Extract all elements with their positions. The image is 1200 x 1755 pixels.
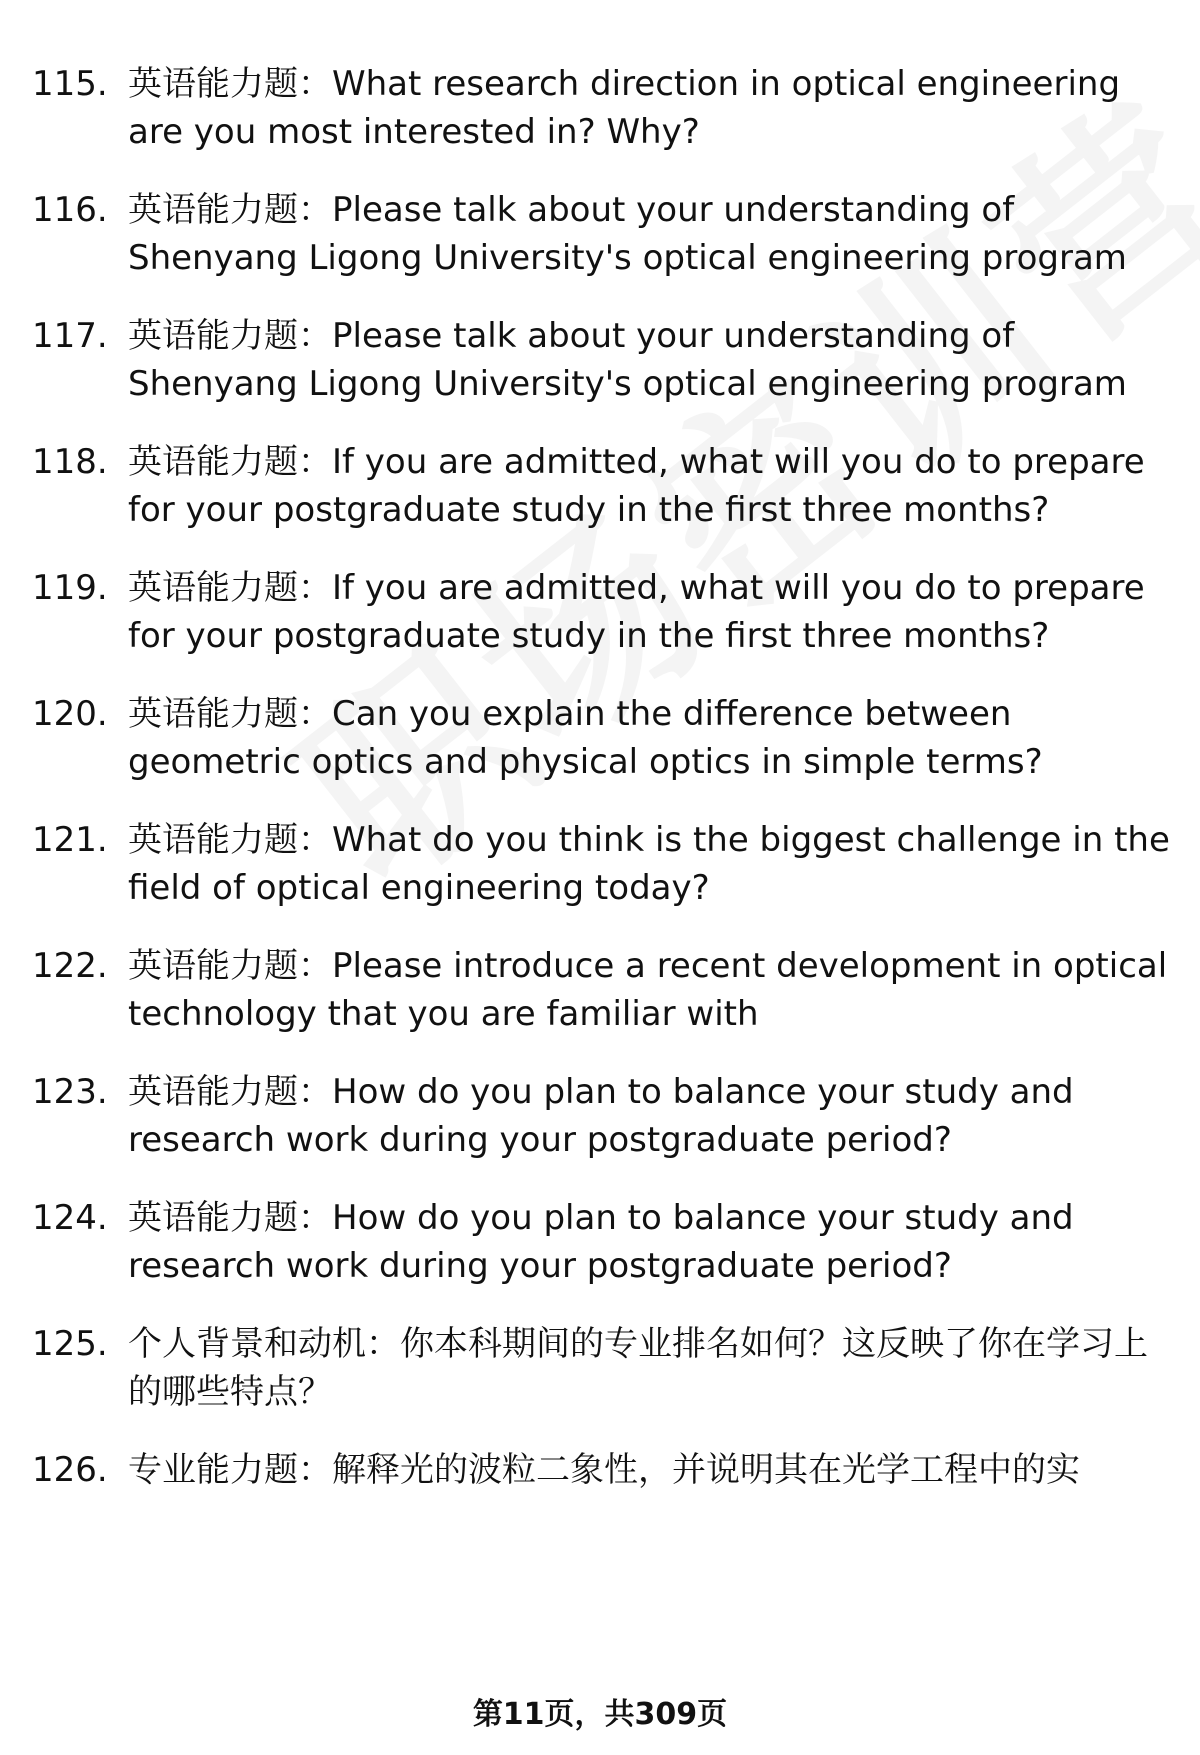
question-number: 126. [32, 1450, 108, 1490]
question-item [32, 438, 1172, 534]
question-number: 119. [32, 568, 108, 608]
question-text: 你本科期间的专业排名如何？这反映了你在学习上的哪些特点？ [128, 1324, 1148, 1412]
question-category: 专业能力题： [128, 1450, 332, 1490]
question-number: 117. [32, 316, 108, 356]
question-number: 122. [32, 946, 108, 986]
question-item [32, 942, 1172, 1038]
question-number: 116. [32, 190, 108, 230]
question-body [128, 438, 1172, 534]
question-body [128, 942, 1172, 1038]
question-text: What do you think is the biggest challenge in the field of optical engineering today? [128, 820, 1170, 908]
question-number: 125. [32, 1324, 108, 1364]
question-body [128, 186, 1172, 282]
question-item [32, 564, 1172, 660]
question-category: 个人背景和动机： [128, 1324, 400, 1364]
question-number: 120. [32, 694, 108, 734]
question-text: Please introduce a recent development in optical technology that you are familiar with [128, 946, 1168, 1034]
question-category: 英语能力题： [128, 442, 332, 482]
question-item [32, 690, 1172, 786]
question-body [128, 816, 1172, 912]
question-item [32, 186, 1172, 282]
question-number: 121. [32, 820, 108, 860]
question-item [32, 1446, 1172, 1494]
question-category: 英语能力题： [128, 190, 332, 230]
question-body [128, 1320, 1172, 1416]
question-text: 解释光的波粒二象性，并说明其在光学工程中的实 [332, 1450, 1080, 1490]
question-item [32, 1320, 1172, 1416]
question-number: 124. [32, 1198, 108, 1238]
question-item [32, 816, 1172, 912]
question-list [32, 60, 1172, 1524]
question-text: If you are admitted, what will you do to prepare for your postgraduate study in the first three months? [128, 442, 1145, 530]
question-item [32, 60, 1172, 156]
question-body [128, 564, 1172, 660]
question-number: 123. [32, 1072, 108, 1112]
question-body [128, 60, 1172, 156]
question-text: How do you plan to balance your study and research work during your postgraduate period? [128, 1198, 1074, 1286]
page-footer: 第11页，共309页 [472, 1697, 728, 1732]
question-item [32, 1068, 1172, 1164]
question-category: 英语能力题： [128, 820, 332, 860]
question-number: 115. [32, 64, 108, 104]
question-text: Please talk about your understanding of Shenyang Ligong University's optical engineering program [128, 190, 1127, 278]
question-body [128, 690, 1172, 786]
question-body [128, 1194, 1172, 1290]
question-body [128, 1446, 1172, 1494]
question-body [128, 312, 1172, 408]
question-text: What research direction in optical engineering are you most interested in? Why? [128, 64, 1121, 152]
question-category: 英语能力题： [128, 316, 332, 356]
question-category: 英语能力题： [128, 694, 332, 734]
question-category: 英语能力题： [128, 64, 332, 104]
question-item [32, 1194, 1172, 1290]
question-category: 英语能力题： [128, 946, 332, 986]
question-category: 英语能力题： [128, 1198, 332, 1238]
question-text: How do you plan to balance your study and research work during your postgraduate period? [128, 1072, 1074, 1160]
question-text: Please talk about your understanding of Shenyang Ligong University's optical engineering program [128, 316, 1127, 404]
question-item [32, 312, 1172, 408]
question-text: Can you explain the difference between geometric optics and physical optics in simple terms? [128, 694, 1043, 782]
question-category: 英语能力题： [128, 568, 332, 608]
question-body [128, 1068, 1172, 1164]
question-text: If you are admitted, what will you do to prepare for your postgraduate study in the first three months? [128, 568, 1145, 656]
question-number: 118. [32, 442, 108, 482]
question-category: 英语能力题： [128, 1072, 332, 1112]
